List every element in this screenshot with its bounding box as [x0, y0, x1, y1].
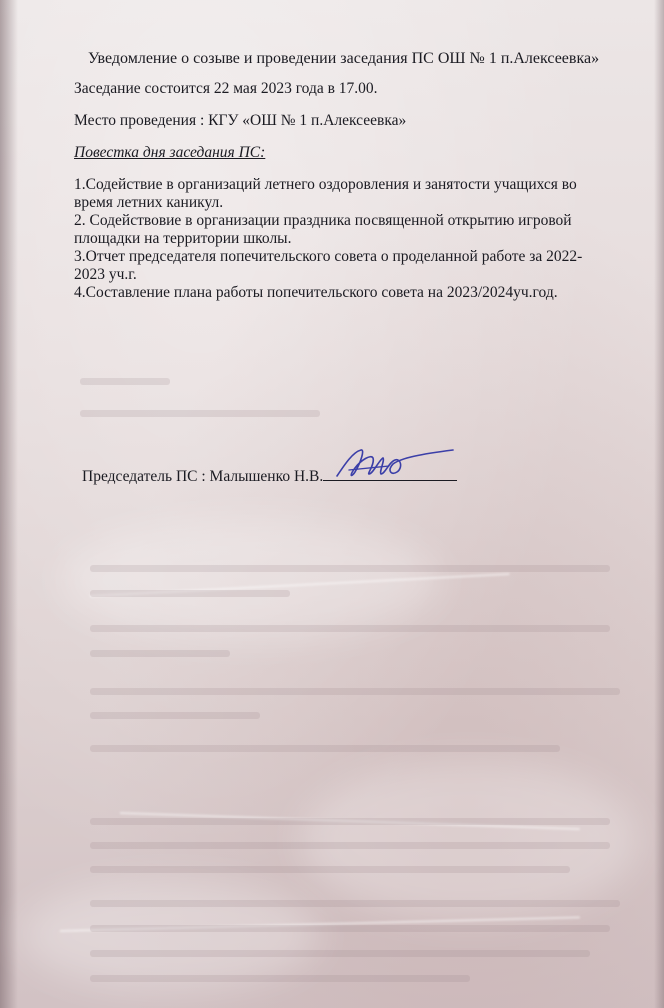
bleed-through-line	[80, 378, 170, 385]
plastic-glare	[300, 760, 640, 920]
bleed-through-line	[80, 410, 320, 417]
agenda-list	[74, 176, 664, 302]
bleed-through-line	[90, 625, 610, 632]
agenda-item-line: 2023 уч.г.	[74, 266, 137, 283]
document-body	[74, 50, 664, 302]
document-title: Уведомление о созыве и проведении заседания ПС ОШ № 1 п.Алексеевка»	[88, 50, 600, 67]
agenda-item	[74, 212, 664, 248]
meeting-venue: Место проведения : КГУ «ОШ № 1 п.Алексеевка»	[74, 112, 407, 129]
signature-block	[82, 468, 457, 486]
bleed-through-line	[90, 900, 620, 907]
meeting-time: Заседание состоится 22 мая 2023 года в 17.00.	[74, 80, 378, 97]
signature-line	[323, 468, 457, 481]
bleed-through-line	[90, 712, 260, 719]
bleed-through-line	[90, 650, 230, 657]
agenda-item	[74, 284, 664, 302]
bleed-through-line	[90, 975, 470, 982]
plastic-glare	[20, 880, 320, 990]
page-edge-shadow-left	[0, 0, 18, 1008]
handwritten-signature	[331, 446, 461, 486]
bleed-through-line	[90, 818, 610, 825]
agenda-item-line: 3.Отчет председателя попечительского совета о проделанной работе за 2022-	[74, 248, 583, 265]
agenda-item-line: 1.Содействие в организаций летнего оздоровления и занятости учащихся во	[74, 176, 577, 193]
agenda-item-line: 4.Составление плана работы попечительского совета на 2023/2024уч.год.	[74, 284, 558, 301]
agenda-item	[74, 176, 664, 212]
bleed-through-line	[90, 866, 570, 873]
agenda-item	[74, 248, 664, 284]
agenda-item-line: 2. Содействовие в организации праздника посвященной открытию игровой	[74, 212, 572, 229]
bleed-through-line	[90, 745, 560, 752]
agenda-item-line: время летних каникул.	[74, 194, 224, 211]
bleed-through-line	[90, 842, 610, 849]
bleed-through-line	[90, 688, 620, 695]
bleed-through-line	[90, 565, 610, 572]
signature-label: Председатель ПС : Малышенко Н.В.	[82, 468, 324, 485]
bleed-through-line	[90, 950, 590, 957]
agenda-item-line: площадки на территории школы.	[74, 230, 292, 247]
bleed-through-line	[90, 925, 610, 932]
agenda-title: Повестка дня заседания ПС:	[74, 144, 266, 161]
bleed-through-line	[90, 590, 290, 597]
